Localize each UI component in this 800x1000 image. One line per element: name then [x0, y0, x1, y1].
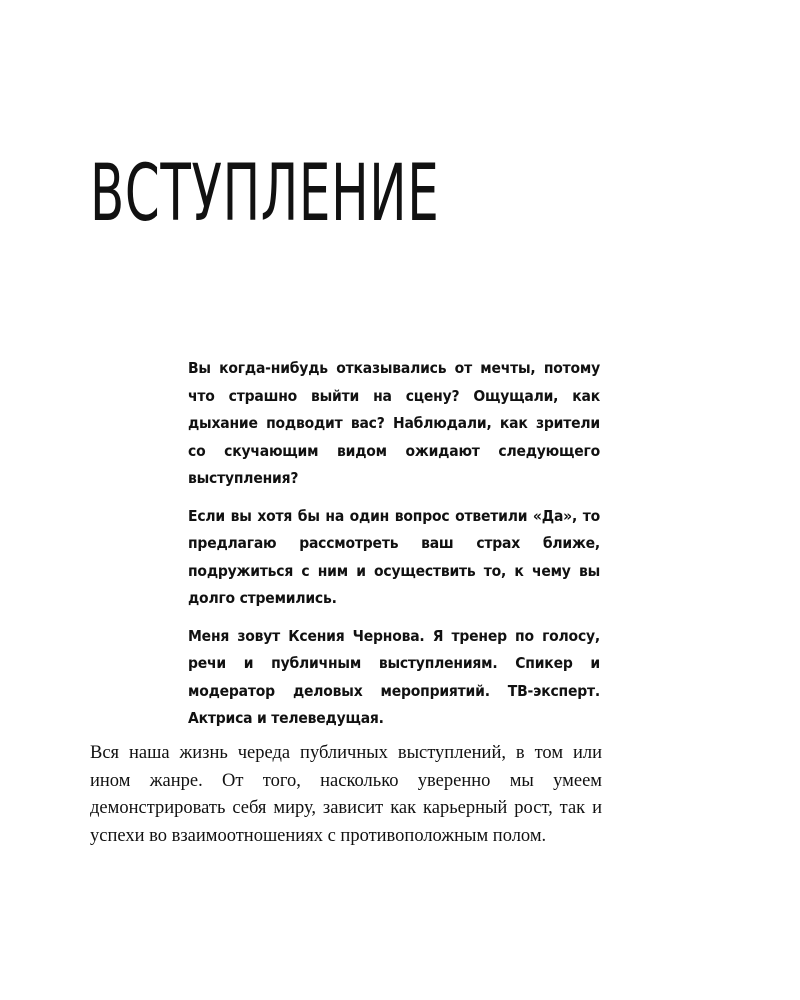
body-paragraph-1: Вся наша жизнь череда публичных выступлений, в том или ином жанре. От того, насколько уверенно мы умеем демонстрировать себя миру, зависит как карьерный рост, так и успехи во взаимоотношениях с противоположным полом. — [90, 743, 602, 846]
intro-paragraph-1: Вы когда-нибудь отказывались от мечты, потому что страшно выйти на сцену? Ощущали, как дыхание подводит вас? Наблюдали, как зрители со скучающим видом ожидают следующего выступления? — [188, 359, 600, 487]
intro-block — [188, 355, 600, 743]
intro-paragraph-2: Если вы хотя бы на один вопрос ответили «Да», то предлагаю рассмотреть ваш страх ближе, подружиться с ним и осуществить то, к чему вы долго стремились. — [188, 506, 600, 607]
intro-paragraph-3: Меня зовут Ксения Чернова. Я тренер по голосу, речи и публичным выступлениям. Спикер и модератор деловых мероприятий. ТВ-эксперт. Актриса и телеведущая. — [188, 626, 600, 727]
body-text-block — [90, 740, 602, 850]
chapter-title: ВСТУПЛЕНИЕ — [90, 149, 440, 239]
